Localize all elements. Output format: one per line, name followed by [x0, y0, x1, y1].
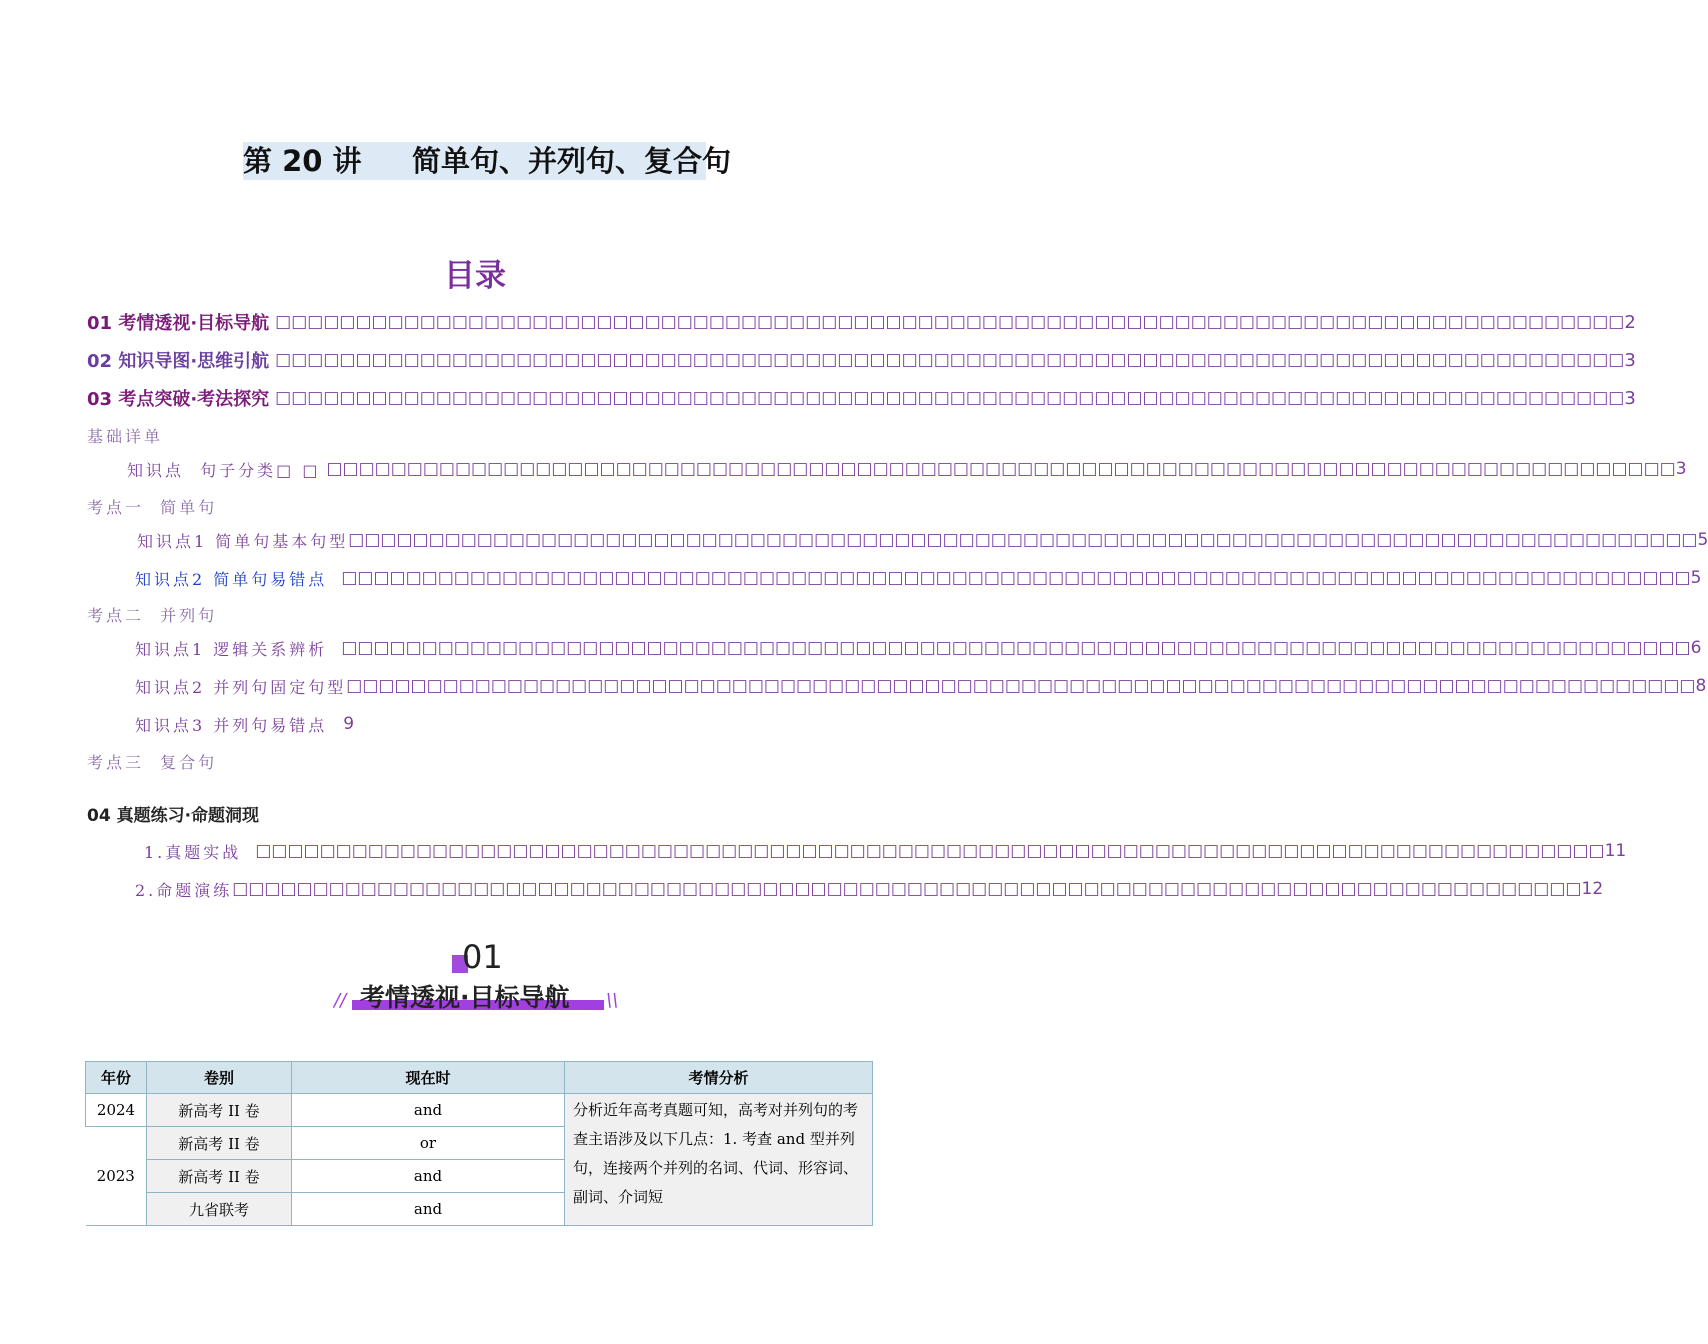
toc-label: 知识点2 简单句易错点 [135, 569, 336, 589]
toc-label: 01 考情透视·目标导航 [87, 313, 270, 334]
column-header: 年份 [86, 1062, 147, 1094]
toc-heading: 目录 [444, 258, 506, 294]
column-header: 卷别 [147, 1062, 292, 1094]
toc-leader: □□□□□□□□□□□□□□□□□□□□□□□□□□□□□□□□□□□□□□□□□□□□□□□□□□□□□□□□□□□□□□□□□□□□□□□□□□□□□□□□□□□□ [232, 879, 1582, 899]
toc-item[interactable] [87, 309, 1636, 335]
table-row [86, 1094, 873, 1127]
toc-item[interactable] [87, 673, 1707, 699]
toc-label: 知识点1 逻辑关系辨析 [135, 639, 336, 659]
toc-page: 12 [1581, 879, 1604, 899]
toc-item[interactable] [87, 385, 1636, 411]
toc-page: 3 [1675, 459, 1687, 479]
slash-decoration: \\ [606, 990, 619, 1011]
toc-item[interactable] [87, 800, 862, 826]
paper-cell: 新高考 II 卷 [147, 1127, 292, 1160]
toc-label: 知识点1 简单句基本句型 [137, 531, 349, 551]
toc-label: 知识点2 并列句固定句型 [135, 677, 347, 697]
toc-page: 9 [343, 714, 355, 734]
toc-page: 3 [1624, 387, 1636, 409]
toc-leader: □□□□□□□□□□□□□□□□□□□□□□□□□□□□□□□□□□□□□□□□□□□□□□□□□□□□□□□□□□□□□□□□□□□□□□□□□□□□□□□□□□□□ [346, 676, 1696, 696]
toc-leader: □□□□□□□□□□□□□□□□□□□□□□□□□□□□□□□□□□□□□□□□□□□□□□□□□□□□□□□□□□□□□□□□□□□□□□□□□□□□□□□□□□□□ [326, 459, 1676, 479]
section-number: 01 [462, 938, 503, 976]
tense-cell: and [292, 1160, 565, 1193]
toc-leader: □□□□□□□□□□□□□□□□□□□□□□□□□□□□□□□□□□□□□□□□□□□□□□□□□□□□□□□□□□□□□□□□□□□□□□□□□□□□□□□□□□□□ [275, 312, 1625, 332]
toc-page: 5 [1697, 530, 1708, 550]
tense-cell: or [292, 1127, 565, 1160]
toc-leader: □□□□□□□□□□□□□□□□□□□□□□□□□□□□□□□□□□□□□□□□□□□□□□□□□□□□□□□□□□□□□□□□□□□□□□□□□□□□□□□□□□□□ [341, 638, 1691, 658]
column-header: 现在时 [292, 1062, 565, 1094]
toc-leader: □□□□□□□□□□□□□□□□□□□□□□□□□□□□□□□□□□□□□□□□□□□□□□□□□□□□□□□□□□□□□□□□□□□□□□□□□□□□□□□□□□□□ [275, 350, 1625, 370]
toc-page: 6 [1690, 638, 1702, 658]
year-cell: 2023 [86, 1127, 147, 1226]
paper-cell: 新高考 II 卷 [147, 1160, 292, 1193]
toc-leader: □□□□□□□□□□□□□□□□□□□□□□□□□□□□□□□□□□□□□□□□□□□□□□□□□□□□□□□□□□□□□□□□□□□□□□□□□□□□□□□□□□□□ [341, 568, 1691, 588]
toc-item[interactable] [87, 527, 1708, 553]
toc-label: 02 知识导图·思维引航 [87, 351, 270, 372]
analysis-cell: 分析近年高考真题可知，高考对并列句的考查主语涉及以下几点：1. 考查 and 型并列句，连接两个并列的名词、代词、形容词、副词、介词短 [565, 1094, 873, 1226]
slash-decoration: // [334, 990, 347, 1011]
toc-item[interactable] [87, 838, 1627, 864]
toc-item[interactable] [87, 347, 1636, 373]
toc-item[interactable] [87, 635, 1702, 661]
toc-leader: □□□□□□□□□□□□□□□□□□□□□□□□□□□□□□□□□□□□□□□□□□□□□□□□□□□□□□□□□□□□□□□□□□□□□□□□□□□□□□□□□□□□ [275, 388, 1625, 408]
column-header: 考情分析 [565, 1062, 873, 1094]
toc-item[interactable] [87, 748, 862, 774]
toc-label: 03 考点突破·考法探究 [87, 389, 270, 410]
toc-label: 基础详单 [87, 426, 164, 446]
toc-item[interactable] [87, 565, 1702, 591]
paper-cell: 新高考 II 卷 [147, 1094, 292, 1127]
toc-label: 考点一 简单句 [87, 497, 218, 517]
toc-label: 04 真题练习·命题洞现 [87, 805, 260, 826]
exam-analysis-table [85, 1061, 873, 1226]
toc-page: 5 [1690, 568, 1702, 588]
toc-item[interactable] [87, 601, 862, 627]
toc-item[interactable] [87, 711, 862, 737]
toc-item[interactable] [87, 876, 1604, 902]
toc-leader: □□□□□□□□□□□□□□□□□□□□□□□□□□□□□□□□□□□□□□□□□□□□□□□□□□□□□□□□□□□□□□□□□□□□□□□□□□□□□□□□□□□□ [255, 841, 1605, 861]
toc-item[interactable] [87, 422, 862, 448]
toc-label: 1.真题实战 [144, 842, 250, 862]
toc-page: 8 [1695, 676, 1707, 696]
year-cell: 2024 [86, 1094, 147, 1127]
toc-label: 2.命题演练 [135, 880, 233, 900]
toc-label: 知识点 句子分类□ □ [127, 460, 321, 480]
paper-cell: 九省联考 [147, 1193, 292, 1226]
toc-leader: □□□□□□□□□□□□□□□□□□□□□□□□□□□□□□□□□□□□□□□□□□□□□□□□□□□□□□□□□□□□□□□□□□□□□□□□□□□□□□□□□□□□ [348, 530, 1698, 550]
tense-cell: and [292, 1094, 565, 1127]
table-header-row [86, 1062, 873, 1094]
lecture-title: 第 20 讲 简单句、并列句、复合句 [243, 144, 732, 178]
toc-page: 11 [1604, 841, 1627, 861]
toc-page: 2 [1624, 311, 1636, 333]
toc-label: 知识点3 并列句易错点 [135, 715, 328, 735]
toc-item[interactable] [87, 493, 862, 519]
toc-label: 考点三 复合句 [87, 752, 218, 772]
toc-label: 考点二 并列句 [87, 605, 218, 625]
toc-item[interactable] [87, 456, 1687, 482]
tense-cell: and [292, 1193, 565, 1226]
toc-page: 3 [1624, 349, 1636, 371]
section-title: 考情透视·目标导航 [360, 983, 570, 1012]
